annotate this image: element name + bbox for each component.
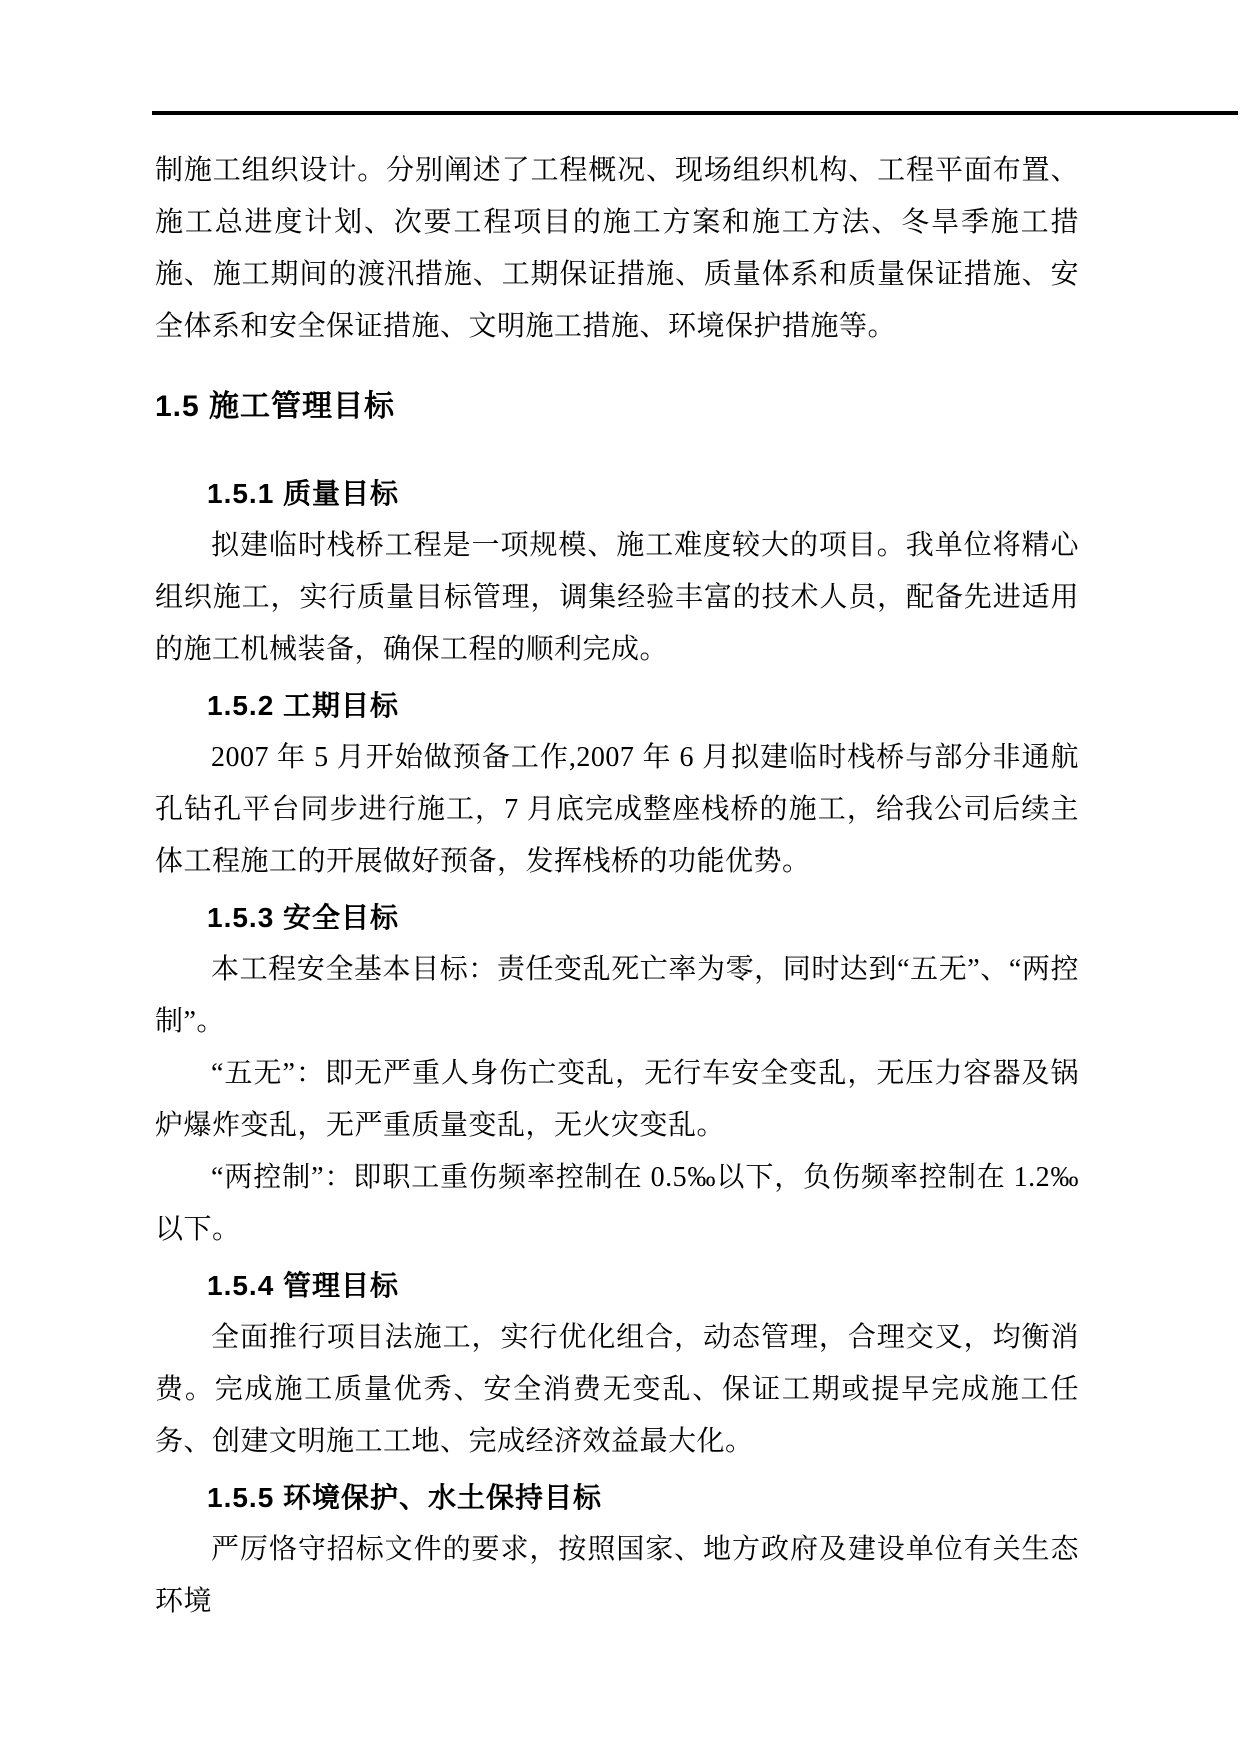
body-paragraph: 拟建临时栈桥工程是一项规模、施工难度较大的项目。我单位将精心组织施工，实行质量目标管理，调集经验丰富的技术人员，配备先进适用的施工机械装备，确保工程的顺利完成。 — [155, 530, 1079, 665]
heading-1-5-3: 1.5.3 安全目标 — [207, 902, 400, 933]
body-paragraph: “五无”：即无严重人身伤亡变乱，无行车安全变乱，无压力容器及锅炉爆炸变乱，无严重质量变乱，无火灾变乱。 — [155, 1058, 1079, 1141]
heading-1-5: 1.5 施工管理目标 — [155, 390, 396, 423]
body-paragraph-continuation: 制施工组织设计。分别阐述了工程概况、现场组织机构、工程平面布置、施工总进度计划、次要工程项目的施工方案和施工方法、冬旱季施工措施、施工期间的渡汛措施、工期保证措施、质量体系和质量保证措施、安全体系和安全保证措施、文明施工措施、环境保护措施等。 — [155, 155, 1079, 342]
body-paragraph: 严厉恪守招标文件的要求，按照国家、地方政府及建设单位有关生态环境 — [155, 1534, 1079, 1617]
body-paragraph: 本工程安全基本目标：责任变乱死亡率为零，同时达到“五无”、“两控制”。 — [155, 954, 1079, 1037]
body-paragraph: 全面推行项目法施工，实行优化组合，动态管理，合理交叉，均衡消费。完成施工质量优秀、安全消费无变乱、保证工期或提早完成施工任务、创建文明施工工地、完成经济效益最大化。 — [155, 1322, 1079, 1457]
document-content — [155, 0, 1079, 1628]
heading-1-5-2: 1.5.2 工期目标 — [207, 690, 400, 721]
heading-1-5-5: 1.5.5 环境保护、水土保持目标 — [207, 1482, 603, 1513]
heading-1-5-1: 1.5.1 质量目标 — [207, 478, 400, 509]
heading-1-5-4: 1.5.4 管理目标 — [207, 1270, 400, 1301]
body-paragraph: “两控制”：即职工重伤频率控制在 0.5‰以下，负伤频率控制在 1.2‰以下。 — [155, 1162, 1079, 1245]
body-paragraph: 2007 年 5 月开始做预备工作,2007 年 6 月拟建临时栈桥与部分非通航孔钻孔平台同步进行施工，7 月底完成整座栈桥的施工，给我公司后续主体工程施工的开展做好预备，发挥栈桥的功能优势。 — [155, 742, 1079, 877]
